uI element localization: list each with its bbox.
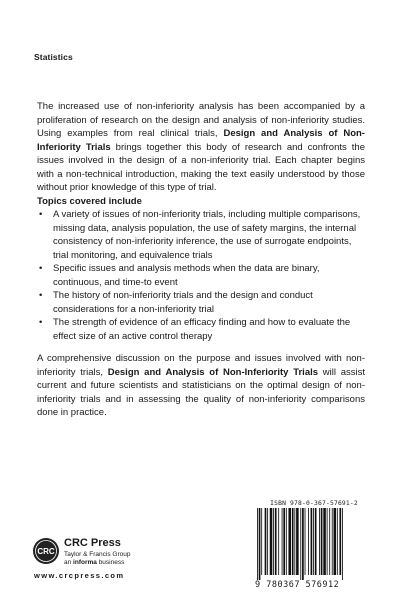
barcode-bar: [308, 508, 309, 575]
description-body: [37, 100, 365, 420]
publisher-group: Taylor & Francis Group: [64, 551, 131, 558]
publisher-url: www.crcpress.com: [34, 571, 125, 580]
closing-paragraph: [37, 352, 365, 420]
closing-text-1: A comprehensive discussion on the purpose and issues involved with non-inferiority trials,: [37, 353, 365, 378]
barcode-bar: [332, 508, 333, 575]
category-label: Statistics: [34, 52, 73, 62]
barcode-bar: [300, 508, 301, 580]
barcode-bar: [267, 508, 268, 575]
barcode-bar: [313, 508, 314, 575]
business-suffix: business: [96, 559, 125, 566]
barcode-bar: [282, 508, 283, 575]
barcode-bar: [321, 508, 323, 575]
barcode-bar: [342, 508, 343, 580]
publisher-name: CRC Press: [64, 537, 121, 549]
barcode-bar: [323, 508, 326, 575]
intro-book-title: Design and Analysis of Non-Inferiority Trials: [37, 128, 365, 153]
barcode-bar: [278, 508, 279, 575]
barcode-bar: [292, 508, 294, 575]
closing-book-title: Design and Analysis of Non-Inferiority Trials: [107, 366, 319, 378]
business-prefix: an: [64, 559, 74, 566]
logo-text: CRC: [37, 547, 55, 556]
barcode-bar: [302, 508, 304, 580]
barcode-bar: [305, 508, 306, 575]
barcode-bar: [339, 508, 341, 575]
barcode-bar: [261, 508, 262, 575]
topic-item: • The strength of evidence of an efficacy finding and how to evaluate the effect size of an active control therapy: [37, 316, 365, 343]
barcode-icon: [255, 508, 371, 584]
intro-paragraph: [37, 100, 365, 195]
barcode-bar: [273, 508, 274, 575]
barcode-bar: [319, 508, 320, 575]
topics-heading: Topics covered include: [37, 195, 142, 207]
barcode-bar: [259, 508, 261, 580]
publisher-business: [64, 559, 124, 566]
barcode-bar: [286, 508, 287, 575]
isbn-label: ISBN 978-0-367-57691-2: [270, 500, 358, 507]
intro-text-1: The increased use of non-inferiority analysis has been accompanied by a proliferation of research on the design and analysis of non-inferiority studies. Using examples from real clinical trials,: [37, 101, 365, 139]
closing-text-2: will assist current and future scientists and statisticians on the optimal design of non-inferiority trials and in assessing the quality of non-inferiority comparisons done in practice.: [37, 366, 366, 418]
barcode-bar: [334, 508, 337, 575]
barcode-bar: [311, 508, 313, 575]
topic-item: • The history of non-inferiority trials and the design and conduct considerations for a non-inferiority trial: [37, 289, 365, 316]
barcode-bar: [329, 508, 330, 575]
business-name: informa: [73, 559, 97, 566]
barcode-bar: [327, 508, 328, 575]
barcode-bar: [265, 508, 267, 575]
topics-list: [37, 208, 365, 343]
barcode-bar: [294, 508, 295, 575]
barcode-bar: [257, 508, 258, 580]
intro-text-2: brings together this body of research and confronts the issues involved in the design of a non-inferiority trial. Each chapter begins with a non-technical introduction, making the text easily understood by those without prior knowledge of this type of trial.: [37, 141, 365, 193]
topic-item: • A variety of issues of non-inferiority trials, including multiple comparisons, missing data, analysis population, the use of safety margins, the internal consistency of non-inferiority inference, the use of surrogate endpoints, trial monitoring, and equivalence trials: [37, 208, 365, 262]
barcode-number: 9 780367 576912: [255, 580, 340, 590]
barcode-bar: [275, 508, 277, 575]
barcode-bar: [288, 508, 291, 575]
barcode-bar: [283, 508, 285, 575]
barcode-bar: [337, 508, 338, 575]
topic-item: • Specific issues and analysis methods when the data are binary, continuous, and time-to event: [37, 262, 365, 289]
barcode-bar: [315, 508, 317, 575]
crc-press-logo-icon: [32, 537, 60, 565]
barcode-bar: [270, 508, 273, 575]
barcode-bar: [296, 508, 299, 575]
